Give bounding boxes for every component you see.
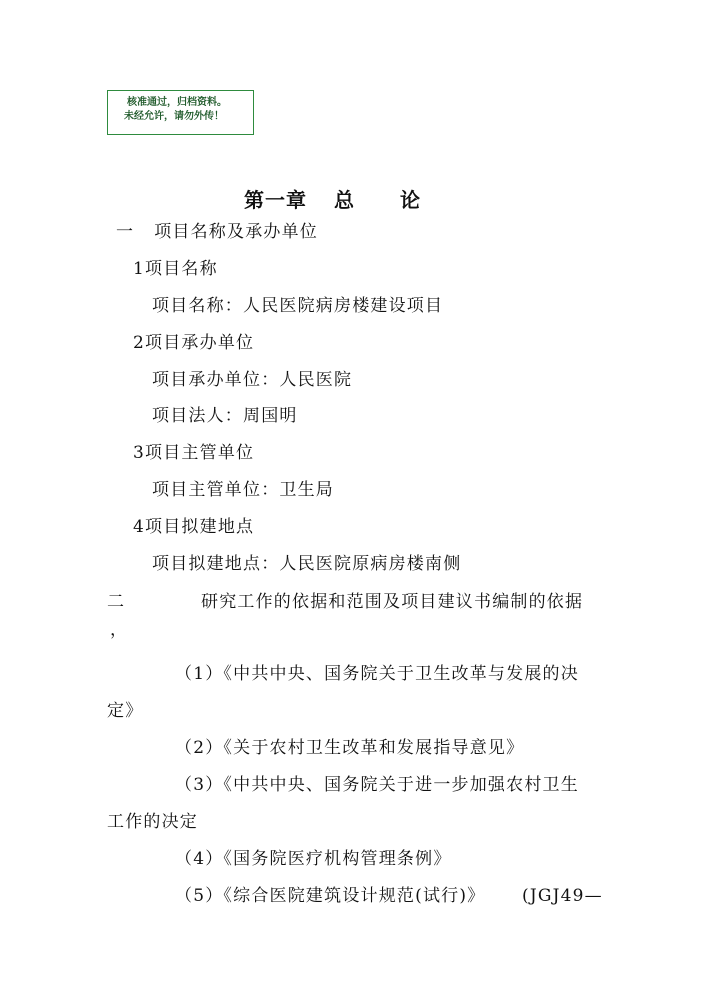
- chapter-title-word-2: 论: [400, 188, 421, 212]
- reference-item: （1）《中共中央、国务院关于卫生改革与发展的决: [175, 664, 579, 684]
- body-line: 项目法人：周国明: [152, 406, 298, 426]
- reference-item: （3）《中共中央、国务院关于进一步加强农村卫生: [175, 775, 579, 795]
- approval-stamp: [107, 90, 254, 135]
- chapter-title-word-1: 总: [334, 188, 355, 212]
- chapter-title-number: 第一章: [244, 188, 307, 212]
- subsection-heading: 3项目主管单位: [133, 443, 255, 463]
- subsection-heading: 2项目承办单位: [133, 333, 255, 353]
- section-2-title: 研究工作的依据和范围及项目建议书编制的依据: [201, 592, 584, 612]
- body-line: 项目名称：人民医院病房楼建设项目: [152, 296, 444, 316]
- reference-item: （5）《综合医院建筑设计规范(试行)》: [175, 886, 486, 906]
- body-line: 项目承办单位：人民医院: [152, 370, 353, 390]
- reference-item-continuation: 工作的决定: [107, 812, 198, 832]
- chapter-title: [244, 184, 421, 213]
- body-line: 项目主管单位：卫生局: [152, 480, 334, 500]
- reference-item-continuation: 定》: [107, 701, 144, 721]
- body-line: 项目拟建地点：人民医院原病房楼南侧: [152, 554, 462, 574]
- section-2-number: 二: [107, 592, 126, 612]
- section-2-title-tail: ，: [110, 620, 129, 640]
- reference-item: （4）《国务院医疗机构管理条例》: [175, 849, 452, 869]
- section-1-title: 项目名称及承办单位: [154, 222, 319, 242]
- stamp-line-1: 核准通过，归档资料。: [127, 97, 227, 108]
- subsection-heading: 4项目拟建地点: [133, 517, 255, 537]
- subsection-heading: 1项目名称: [133, 259, 218, 279]
- reference-code: (JGJ49—: [522, 886, 603, 906]
- reference-item: （2）《关于农村卫生改革和发展指导意见》: [175, 738, 525, 758]
- section-1-heading: [116, 222, 318, 242]
- stamp-line-2: 未经允许，请勿外传！: [124, 111, 224, 122]
- section-1-number: 一: [116, 222, 135, 242]
